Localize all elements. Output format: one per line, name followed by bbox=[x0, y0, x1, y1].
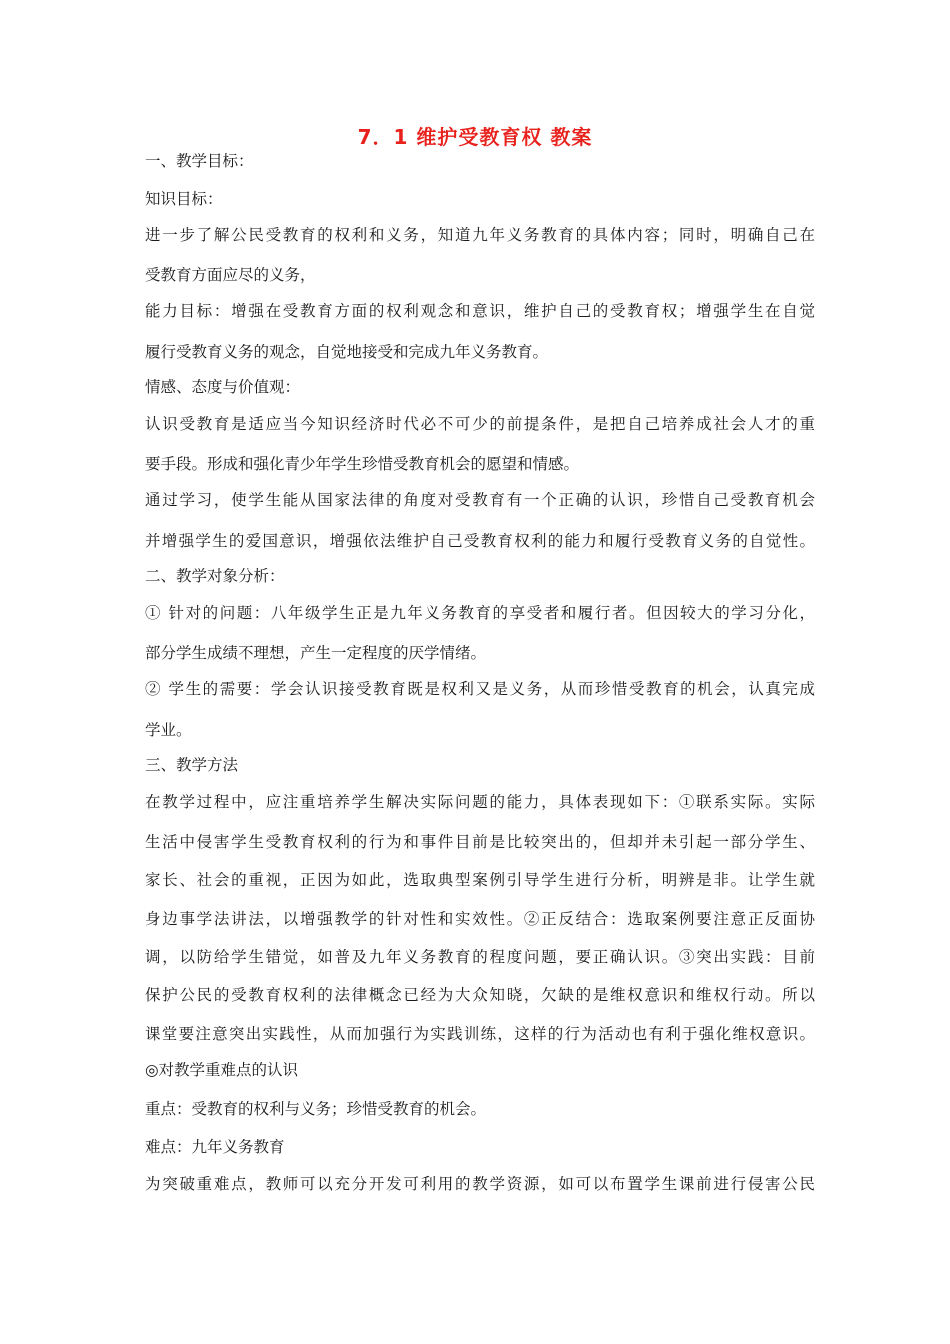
key-points-line: 重点：受教育的权利与义务；珍惜受教育的机会。 bbox=[145, 1100, 487, 1118]
paragraph-line: 履行受教育义务的观念，自觉地接受和完成九年义务教育。 bbox=[145, 343, 549, 361]
paragraph-line: 课堂要注意突出实践性，从而加强行为实践训练，这样的行为活动也有利于强化维权意识。 bbox=[145, 1025, 815, 1043]
subheading-knowledge: 知识目标： bbox=[145, 190, 223, 208]
paragraph-line: 并增强学生的爱国意识，增强依法维护自己受教育权利的能力和履行受教育义务的自觉性。 bbox=[145, 532, 815, 550]
section-heading-methods: 三、教学方法 bbox=[145, 756, 239, 774]
difficult-points-line: 难点：九年义务教育 bbox=[145, 1138, 285, 1156]
document-title: 7．1 维护受教育权 教案 bbox=[357, 125, 593, 149]
paragraph-line: 能力目标：增强在受教育方面的权利观念和意识，维护自己的受教育权；增强学生在自觉 bbox=[145, 302, 815, 320]
paragraph-line: 通过学习，使学生能从国家法律的角度对受教育有一个正确的认识，珍惜自己受教育机会 bbox=[145, 491, 815, 509]
paragraph-line: 要手段。形成和强化青少年学生珍惜受教育机会的愿望和情感。 bbox=[145, 455, 580, 473]
paragraph-line: 身边事学法讲法，以增强教学的针对性和实效性。②正反结合：选取案例要注意正反面协 bbox=[145, 910, 815, 928]
subheading-key-difficult: ◎对教学重难点的认识 bbox=[145, 1061, 299, 1079]
paragraph-line: 在教学过程中，应注重培养学生解决实际问题的能力，具体表现如下：①联系实际。实际 bbox=[145, 793, 815, 811]
paragraph-line: 为突破重难点，教师可以充分开发可利用的教学资源，如可以布置学生课前进行侵害公民 bbox=[145, 1175, 815, 1193]
paragraph-line: 调，以防给学生错觉，如普及九年义务教育的程度问题，要正确认识。③突出实践：目前 bbox=[145, 948, 815, 966]
paragraph-line: 进一步了解公民受教育的权利和义务，知道九年义务教育的具体内容；同时，明确自己在 bbox=[145, 226, 815, 244]
paragraph-line: ② 学生的需要：学会认识接受教育既是权利又是义务，从而珍惜受教育的机会，认真完成 bbox=[145, 680, 815, 698]
paragraph-line: 受教育方面应尽的义务， bbox=[145, 266, 316, 284]
paragraph-line: 家长、社会的重视，正因为如此，选取典型案例引导学生进行分析，明辨是非。让学生就 bbox=[145, 871, 815, 889]
section-heading-objectives: 一、教学目标： bbox=[145, 152, 254, 170]
subheading-values: 情感、态度与价值观： bbox=[145, 378, 301, 396]
paragraph-line: 部分学生成绩不理想，产生一定程度的厌学情绪。 bbox=[145, 644, 487, 662]
paragraph-line: 生活中侵害学生受教育权利的行为和事件目前是比较突出的，但却并未引起一部分学生、 bbox=[145, 833, 815, 851]
paragraph-line: ① 针对的问题：八年级学生正是九年义务教育的享受者和履行者。但因较大的学习分化， bbox=[145, 604, 815, 622]
paragraph-line: 学业。 bbox=[145, 721, 192, 739]
paragraph-line: 认识受教育是适应当今知识经济时代必不可少的前提条件，是把自己培养成社会人才的重 bbox=[145, 415, 815, 433]
paragraph-line: 保护公民的受教育权利的法律概念已经为大众知晓，欠缺的是维权意识和维权行动。所以 bbox=[145, 986, 815, 1004]
section-heading-analysis: 二、教学对象分析： bbox=[145, 567, 285, 585]
